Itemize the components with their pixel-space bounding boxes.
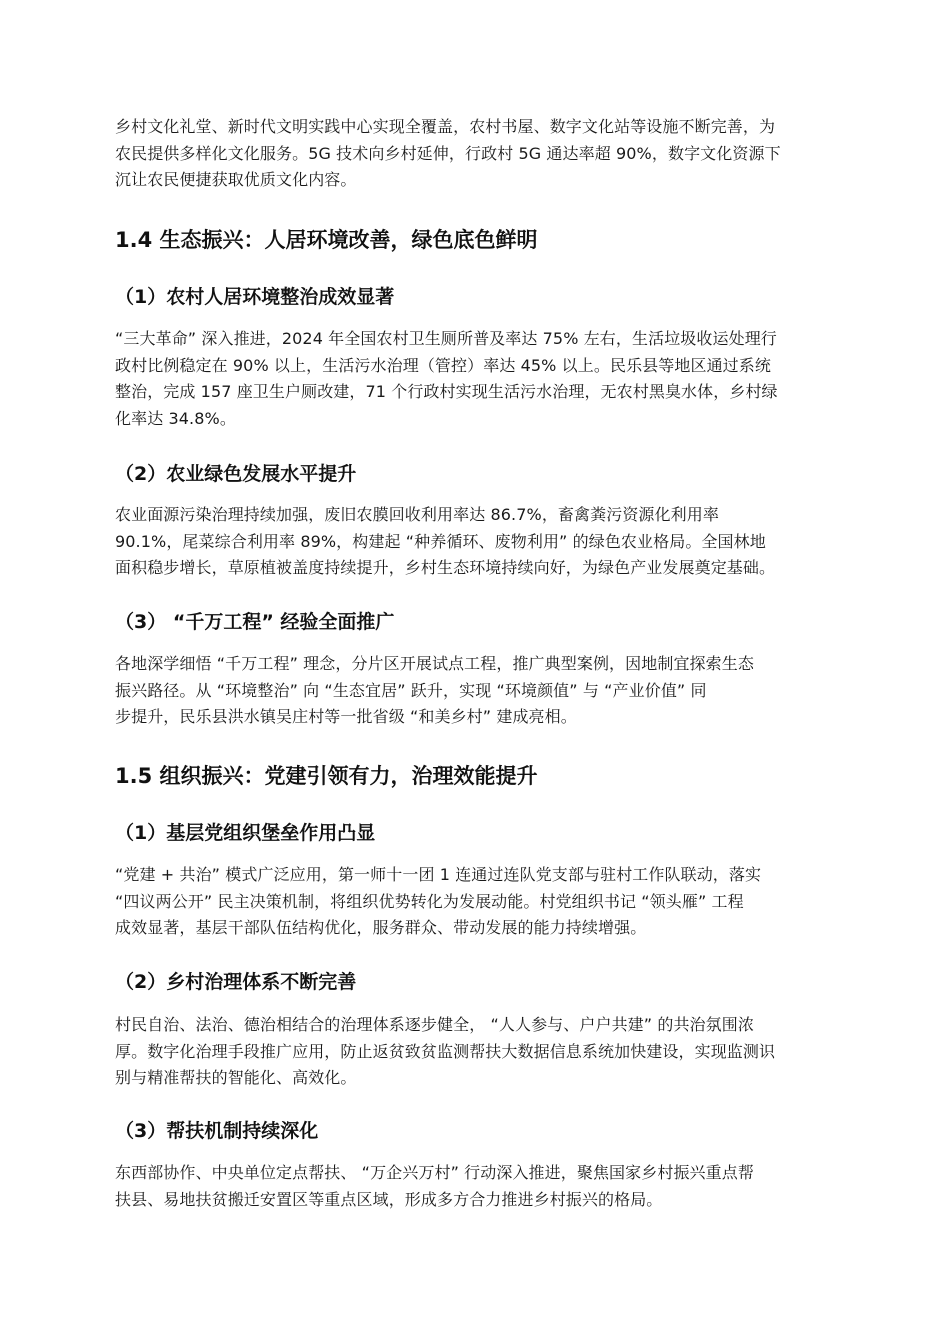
paragraph-governance-system: 村民自治、法治、德治相结合的治理体系逐步健全， “人人参与、户户共建” 的共治氛围浓 厚。数字化治理手段推广应用，防止返贫致贫监测帮扶大数据信息系统加快建设，实现监测识 别与精准帮扶的智能化、高效化。 xyxy=(115,1015,776,1087)
intro-paragraph: 乡村文化礼堂、新时代文明实践中心实现全覆盖，农村书屋、数字文化站等设施不断完善，为 农民提供多样化文化服务。5G 技术向乡村延伸，行政村 5G 通达率超 90%，数字文化资源下 沉让农民便捷获取优质文化内容。 xyxy=(115,117,781,189)
paragraph-qianwan-project: 各地深学细悟 “千万工程” 理念，分片区开展试点工程，推广典型案例，因地制宜探索生态 振兴路径。从 “环境整治” 向 “生态宜居” 跃升，实现 “环境颜值” 与 “产业价值” 同 步提升，民乐县洪水镇吴庄村等一批省级 “和美乡村” 建成亮相。 xyxy=(115,654,754,726)
section-heading-organizational: 1.5 组织振兴：党建引领有力，治理效能提升 xyxy=(115,764,538,788)
paragraph-party-organization: “党建 + 共治” 模式广泛应用，第一师十一团 1 连通过连队党支部与驻村工作队联动，落实 “四议两公开” 民主决策机制，将组织优势转化为发展动能。村党组织书记 “领头雁” 工程 成效显著，基层干部队伍结构优化，服务群众、带动发展的能力持续增强。 xyxy=(115,865,762,937)
paragraph-living-environment: “三大革命” 深入推进，2024 年全国农村卫生厕所普及率达 75% 左右，生活垃圾收运处理行 政村比例稳定在 90% 以上，生活污水治理（管控）率达 45% 以上。民乐县等地区通过系统 整治，完成 157 座卫生户厕改建，71 个行政村实现生活污水治理，无农村黑臭水体，乡村绿 化率达 34.8%。 xyxy=(115,329,778,428)
subheading-living-environment: （1）农村人居环境整治成效显著 xyxy=(115,286,395,308)
subheading-green-agriculture: （2）农业绿色发展水平提升 xyxy=(115,463,357,485)
subheading-assistance-mechanism: （3）帮扶机制持续深化 xyxy=(115,1120,319,1142)
paragraph-assistance-mechanism: 东西部协作、中央单位定点帮扶、 “万企兴万村” 行动深入推进，聚焦国家乡村振兴重点帮 扶县、易地扶贫搬迁安置区等重点区域，形成多方合力推进乡村振兴的格局。 xyxy=(115,1163,754,1209)
subheading-qianwan-project: （3） “千万工程” 经验全面推广 xyxy=(115,611,395,633)
subheading-governance-system: （2）乡村治理体系不断完善 xyxy=(115,971,357,993)
paragraph-green-agriculture: 农业面源污染治理持续加强，废旧农膜回收利用率达 86.7%，畜禽粪污资源化利用率 90.1%，尾菜综合利用率 89%，构建起 “种养循环、废物利用” 的绿色农业格局。全国林地 面积稳步增长，草原植被盖度持续提升，乡村生态环境持续向好，为绿色产业发展奠定基础。 xyxy=(115,505,776,577)
section-heading-ecological: 1.4 生态振兴：人居环境改善，绿色底色鲜明 xyxy=(115,228,538,252)
subheading-party-organization: （1）基层党组织堡垒作用凸显 xyxy=(115,822,376,844)
